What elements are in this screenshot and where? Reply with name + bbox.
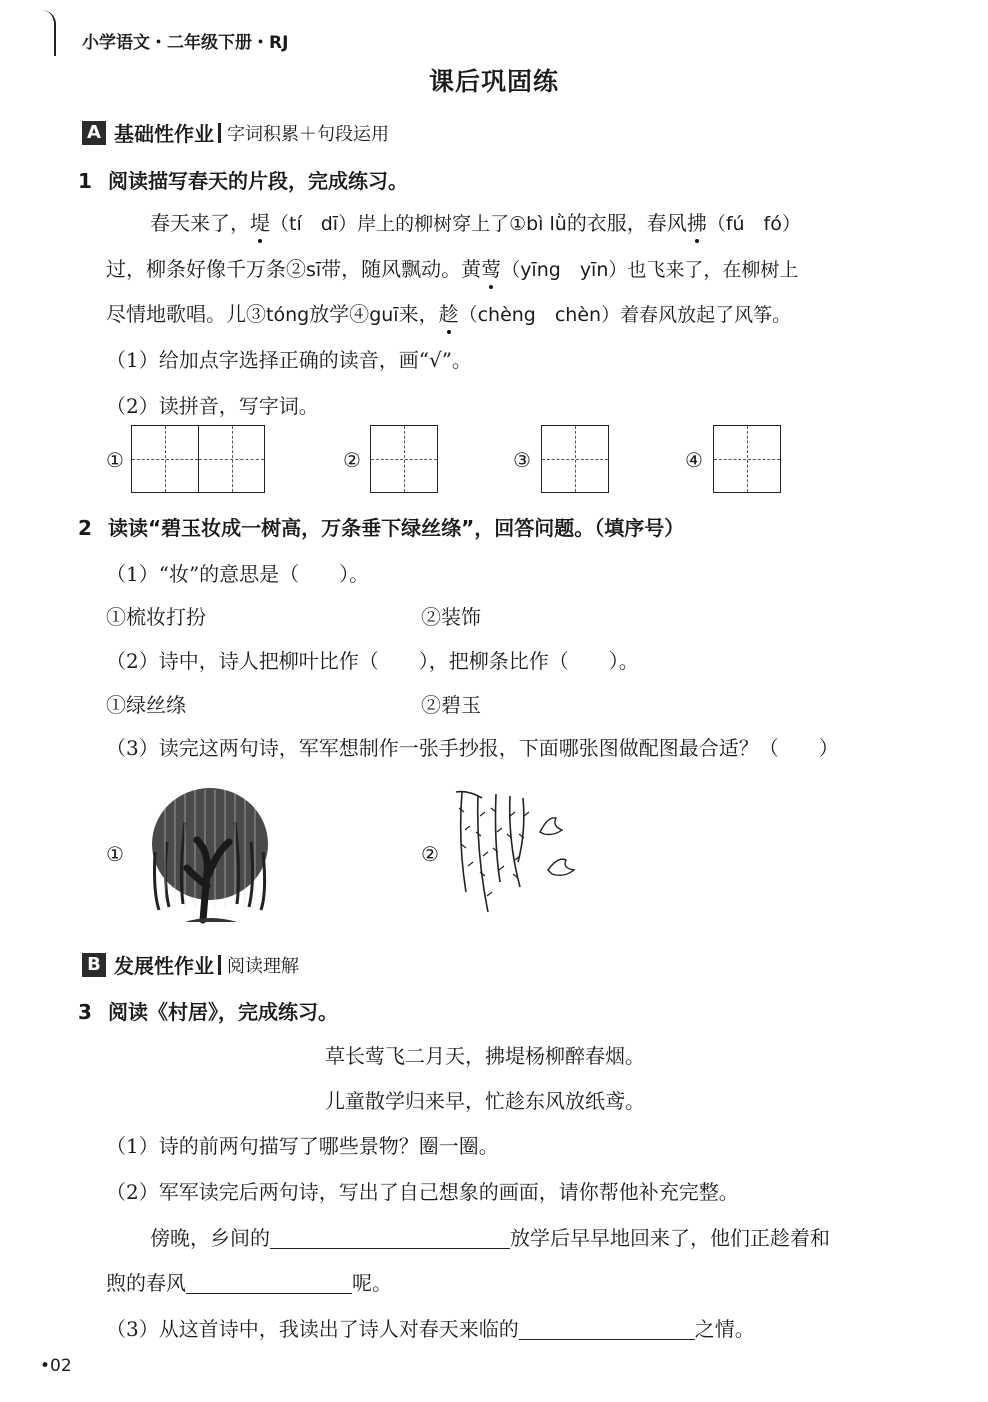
q1-pinyin-si: sī [306,259,322,281]
q3-poem-line-1: 草长莺飞二月天，拂堤杨柳醉春烟。 [325,1044,645,1068]
weeping-willow-tree-illustration [145,782,275,924]
q1-passage-line-2 [106,253,798,282]
section-b-name: 发展性作业 [114,954,214,978]
q3-sub-1: （1）诗的前两句描写了哪些景物？圈一圈。 [106,1134,499,1158]
q1-writing-grid-1[interactable] [131,425,265,493]
q1-pinyin-gui: guī [369,304,399,326]
q3-number: 3 [78,1000,92,1024]
q1-box-marker-2: ② [343,448,361,472]
q1-l2e: （yīng yīn）也飞来了，在柳树上 [501,259,799,281]
q3-s3b: 之情。 [694,1317,755,1341]
q1-l1c: （tí dī）岸上的柳树穿上了① [270,213,527,235]
q2-picture-label-2: ② [421,842,439,866]
q1-dotted-char-di: 堤 [250,211,270,235]
q1-box-marker-4: ④ [685,448,703,472]
q3-prompt: 阅读《村居》，完成练习。 [108,1000,338,1024]
q1-dotted-char-chen: 趁 [438,302,459,326]
page-corner-mark [40,10,56,56]
q3-f1a: 傍晚，乡间的 [150,1226,270,1250]
q1-l3e: 来， [398,302,439,326]
q1-box-marker-1: ① [106,448,124,472]
book-header: 小学语文・二年级下册・RJ [82,33,289,53]
q3-blank-3[interactable] [519,1319,695,1340]
q1-passage-line-1 [150,207,801,236]
section-a-heading [82,118,389,147]
q1-l3a: 尽情地歌唱。儿③ [106,302,266,326]
q2-sub-3: （3）读完这两句诗，军军想制作一张手抄报，下面哪张图做配图最合适？（ ） [106,736,839,760]
q3-blank-2[interactable] [186,1273,352,1294]
willow-branches-and-swallows-illustration [448,782,588,917]
q1-passage-line-3 [106,298,791,327]
q1-pinyin-bilv: bì lǜ [526,213,567,235]
q3-poem-line-2: 儿童散学归来早，忙趁东风放纸鸢。 [325,1089,645,1113]
q1-l1e: 的衣服，春风 [566,211,687,235]
q2-option-2b: ②碧玉 [421,693,481,717]
q1-box-marker-3: ③ [513,448,531,472]
q1-dotted-char-ying: 莺 [481,257,502,281]
section-a-name: 基础性作业 [114,122,214,146]
section-b-badge: B [82,953,106,977]
q3-sub-3 [106,1313,755,1342]
section-a-sub: 字词积累＋句段运用 [218,120,389,146]
q2-prompt: 读读“碧玉妆成一树高，万条垂下绿丝绦”，回答问题。（填序号） [108,516,685,540]
q1-l1a: 春天来了， [150,211,250,235]
q3-f1b: 放学后早早地回来了，他们正趁着和 [510,1226,830,1250]
q3-fill-line-1 [150,1222,830,1251]
q1-prompt: 阅读描写春天的片段，完成练习。 [108,169,408,193]
q2-option-2a: ①绿丝绦 [106,693,186,717]
q3-sub-2: （2）军军读完后两句诗，写出了自己想象的画面，请你帮他补充完整。 [106,1180,739,1204]
q1-l2a: 过，柳条好像千万条② [106,257,306,281]
q1-dotted-char-fu: 拂 [686,211,707,235]
q1-l2c: 带，随风飘动。黄 [321,257,482,281]
q1-heading [78,165,408,194]
q2-heading [78,512,684,541]
section-b-sub: 阅读理解 [218,952,299,978]
q1-writing-grid-3[interactable] [541,425,609,493]
q1-writing-grid-4[interactable] [713,425,781,493]
page-number: •02 [40,1356,72,1376]
q3-s3a: （3）从这首诗中，我读出了诗人对春天来临的 [106,1317,519,1341]
q1-sub-1: （1）给加点字选择正确的读音，画“√”。 [106,348,472,372]
q2-sub-1: （1）“妆”的意思是（ ）。 [106,562,370,586]
q3-heading [78,996,338,1025]
q2-option-1a: ①梳妆打扮 [106,605,206,629]
q3-fill-line-2 [106,1267,392,1296]
q2-picture-label-1: ① [106,842,124,866]
q1-pinyin-tong: tóng [266,304,310,326]
q1-l1g: （fú fó） [706,213,801,235]
q2-sub-2: （2）诗中，诗人把柳叶比作（ ），把柳条比作（ ）。 [106,649,639,673]
section-b-heading [82,950,299,979]
q3-f2b: 呢。 [352,1271,392,1295]
q1-number: 1 [78,169,92,193]
q1-writing-grid-2[interactable] [370,425,438,493]
q1-l3g: （chèng chèn）着春风放起了风筝。 [458,304,792,326]
q1-sub-2: （2）读拼音，写字词。 [106,394,319,418]
q2-number: 2 [78,516,92,540]
q2-option-1b: ②装饰 [421,605,481,629]
q3-f2a: 煦的春风 [106,1271,186,1295]
page-title: 课后巩固练 [428,67,559,96]
q3-blank-1[interactable] [270,1228,510,1249]
section-a-badge: A [82,121,106,145]
q1-l3c: 放学④ [309,302,370,326]
